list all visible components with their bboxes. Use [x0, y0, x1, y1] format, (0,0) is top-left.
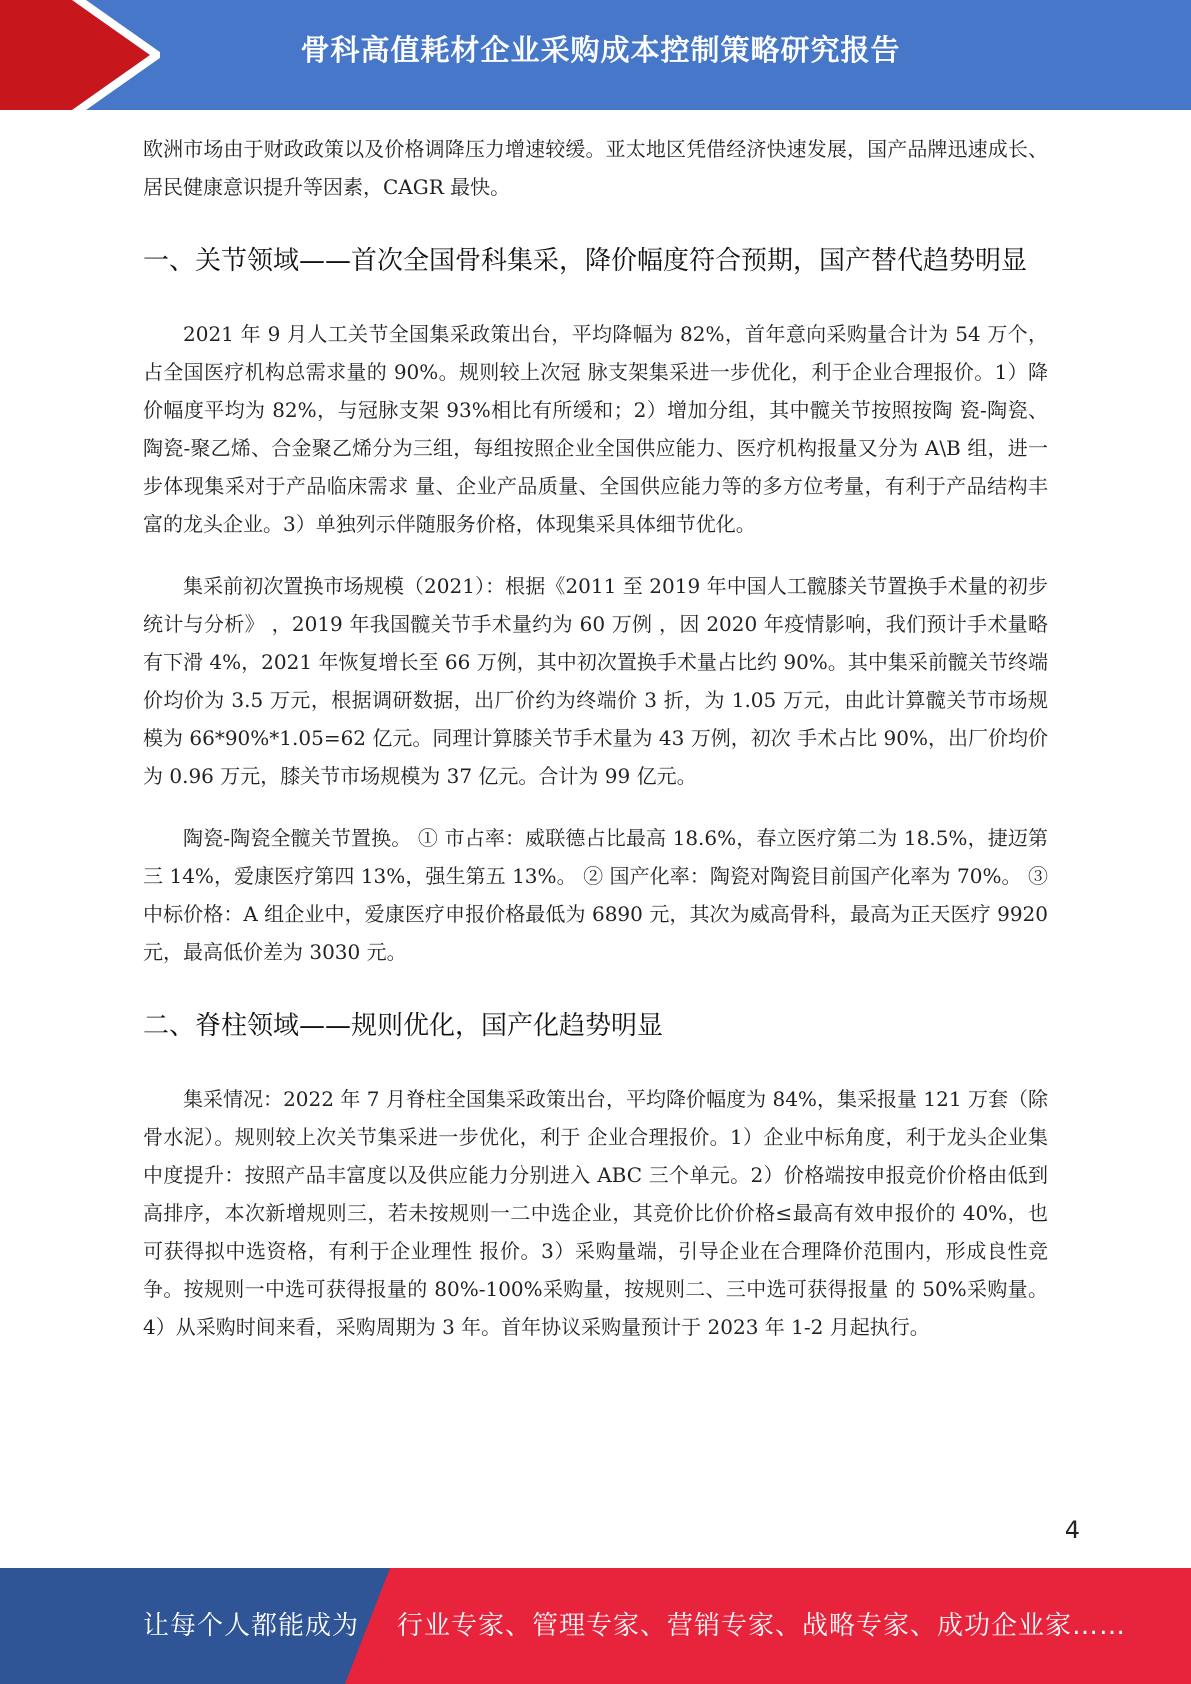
intro-paragraph: 欧洲市场由于财政政策以及价格调降压力增速较缓。亚太地区凭借经济快速发展，国产品牌迅速成长、居民健康意识提升等因素，CAGR 最快。 — [143, 137, 1048, 199]
section-1-paragraph-3: 陶瓷-陶瓷全髋关节置换。 ① 市占率：威联德占比最高 18.6%，春立医疗第二为 18.5%，捷迈第三 14%，爱康医疗第四 13%，强生第五 13%。 ② 国产化率：陶瓷对陶瓷目前国产化率为 70%。 ③ 中标价格：A 组企业中，爱康医疗申报价格最低为 6890 元，其次为威高骨科，最高为正天医疗 9920 元，最高低价差为 3030 元。 — [143, 826, 1048, 964]
section-1-paragraph-1: 2021 年 9 月人工关节全国集采政策出台，平均降幅为 82%，首年意向采购量合计为 54 万个，占全国医疗机构总需求量的 90%。规则较上次冠 脉支架集采进一步优化，利于企业合理报价。1）降价幅度平均为 82%，与冠脉支架 93%相比有所缓和；2）增加分组，其中髋关节按照按陶 瓷-陶瓷、陶瓷-聚乙烯、合金聚乙烯分为三组，每组按照企业全国供应能力、医疗机构报量又分为 A\B 组，进一步体现集采对于产品临床需求 量、企业产品质量、全国供应能力等的多方位考量，有利于产品结构丰富的龙头企业。3）单独列示伴随服务价格，体现集采具体细节优化。 — [143, 322, 1048, 536]
section-1-heading: 一、关节领域——首次全国骨科集采，降价幅度符合预期，国产替代趋势明显 — [143, 246, 1028, 276]
footer-slogan-left: 让每个人都能成为 — [143, 1611, 360, 1641]
section-2-heading: 二、脊柱领域——规则优化，国产化趋势明显 — [143, 1011, 664, 1041]
footer-slogan-right: 行业专家、管理专家、营销专家、战略专家、成功企业家…… — [397, 1611, 1127, 1641]
report-title: 骨科高值耗材企业采购成本控制策略研究报告 — [300, 33, 901, 67]
page-header — [0, 0, 1191, 110]
document-body — [143, 130, 1048, 1346]
section-1-paragraph-2: 集采前初次置换市场规模（2021）：根据《2011 至 2019 年中国人工髋膝关节置换手术量的初步统计与分析》 ，2019 年我国髋关节手术量约为 60 万例 ，因 2020 年疫情影响，我们预计手术量略有下滑 4%，2021 年恢复增长至 66 万例，其中初次置换手术量占比约 90%。其中集采前髋关节终端价均价为 3.5 万元，根据调研数据，出厂价约为终端价 3 折，为 1.05 万元，由此计算髋关节市场规模为 66*90%*1.05=62 亿元。同理计算膝关节手术量为 43 万例，初次 手术占比 90%，出厂价均价为 0.96 万元，膝关节市场规模为 37 亿元。合计为 99 亿元。 — [143, 574, 1048, 788]
header-arrow-decoration — [0, 0, 160, 110]
page-number: 4 — [1064, 1516, 1080, 1544]
section-2-paragraph-1: 集采情况：2022 年 7 月脊柱全国集采政策出台，平均降价幅度为 84%，集采报量 121 万套（除骨水泥）。规则较上次关节集采进一步优化，利于 企业合理报价。1）企业中标角度，利于龙头企业集中度提升：按照产品丰富度以及供应能力分别进入 ABC 三个单元。2）价格端按申报竞价价格由低到高排序，本次新增规则三，若未按规则一二中选企业，其竞价比价价格≤最高有效申报价的 40%，也可获得拟中选资格，有利于企业理性 报价。3）采购量端，引导企业在合理降价范围内，形成良性竞争。按规则一中选可获得报量的 80%-100%采购量，按规则二、三中选可获得报量 的 50%采购量。4）从采购时间来看，采购周期为 3 年。首年协议采购量预计于 2023 年 1-2 月起执行。 — [143, 1087, 1048, 1339]
page-footer — [0, 1568, 1191, 1684]
